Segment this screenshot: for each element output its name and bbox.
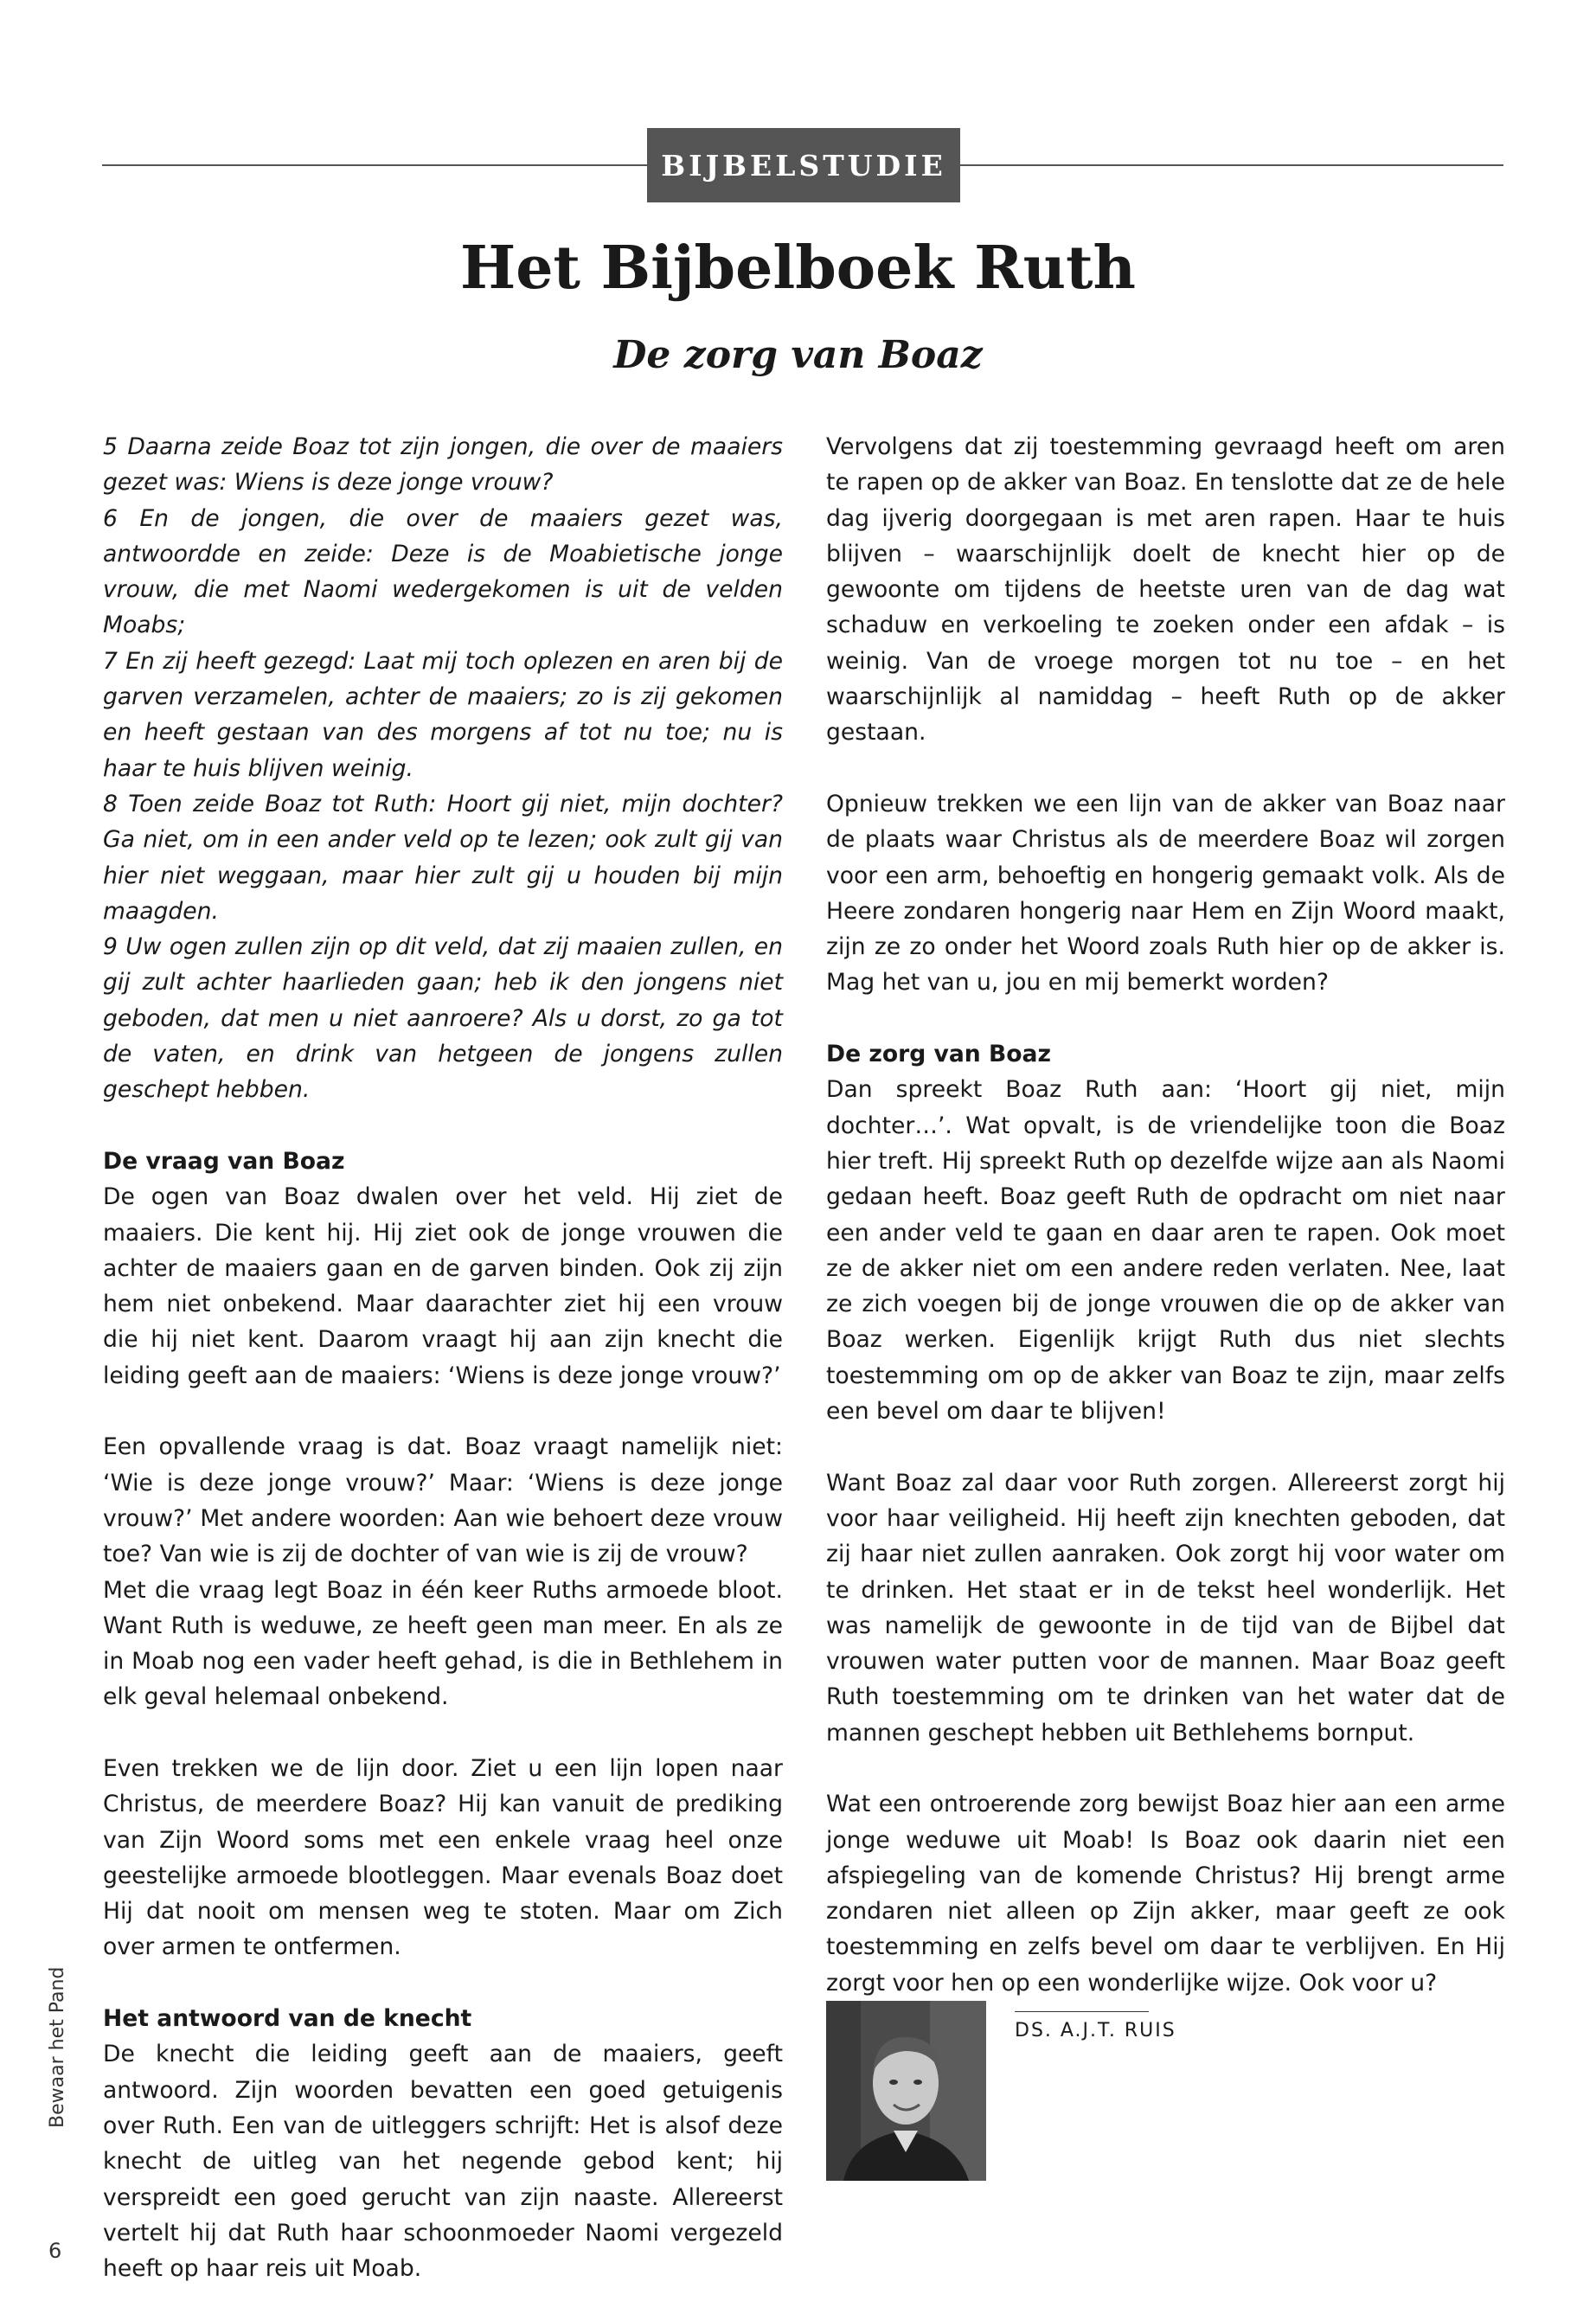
author-name: DS. A.J.T. RUIS [1015, 2020, 1176, 2041]
section-heading: De vraag van Boaz [103, 1147, 345, 1175]
spacer [103, 1394, 783, 1429]
author-rule [1015, 2011, 1149, 2012]
spacer [103, 1715, 783, 1751]
header-rule-left [102, 164, 649, 166]
paragraph: Even trekken we de lijn door. Ziet u een lijn lopen naar Christus, de meerdere Boaz? Hij kan vanuit de prediking van Zijn Woord soms met een enkele vraag heel onze geestelijke armoede blootleggen. Maar evenals Boaz doet Hij dat nooit om mensen weg te stoten. Maar om Zich over armen te ontfermen. [103, 1754, 783, 1961]
paragraph: Dan spreekt Boaz Ruth aan: ‘Hoort gij niet, mijn dochter…’. Wat opvalt, is de vriendelijke toon die Boaz hier treft. Hij spreekt Ruth op dezelfde wijze aan als Naomi gedaan heeft. Boaz geeft Ruth de opdracht om niet naar een ander veld te gaan en daar aren te rapen. Ook moet ze de akker niet om een andere reden verlaten. Nee, laat ze zich voegen bij de jonge vrouwen die op de akker van Boaz werken. Eigenlijk krijgt Ruth dus niet slechts toestemming om op de akker van Boaz te zijn, maar zelfs een bevel om daar te blijven! [826, 1076, 1505, 1426]
paragraph: Vervolgens dat zij toestemming gevraagd heeft om aren te rapen op de akker van Boaz. En tenslotte dat ze de hele dag ijverig doorgegaan is met aren rapen. Haar te huis blijven – waarschijnlijk doelt de knecht hier op de gewoonte om tijdens de heetste uren van de dag wat schaduw en verkoeling te zoeken onder een afdak – is weinig. Van de vroege morgen tot nu toe – en het waarschijnlijk al namiddag – heeft Ruth op de akker gestaan. [826, 433, 1505, 747]
verse: 9 Uw ogen zullen zijn op dit veld, dat zij maaien zullen, en gij zult achter haarlieden gaan; heb ik den jongens niet geboden, dat men u niet aanroere? Als u dorst, zo ga tot de vaten, en drink van hetgeen de jongens zullen geschept hebben. [103, 933, 783, 1104]
paragraph: De knecht die leiding geeft aan de maaiers, geeft antwoord. Zijn woorden bevatten een goed getuigenis over Ruth. Een van de uitleggers schrijft: Het is alsof deze knecht de uitleg van het negende gebod kent; hij verspreidt een goed gerucht van zijn naaste. Allereerst vertelt hij dat Ruth haar schoonmoeder Naomi vergezeld heeft op haar reis uit Moab. [103, 2041, 783, 2283]
paragraph: Want Boaz zal daar voor Ruth zorgen. Allereerst zorgt hij voor haar veiligheid. Hij heeft zijn knechten geboden, dat zij haar niet zullen aanraken. Ook zorgt hij voor water om te drinken. Het staat er in de tekst heel wonderlijk. Het was namelijk de gewoonte in de tijd van de Bijbel dat vrouwen water putten voor de mannen. Maar Boaz geeft Ruth toestemming om te drinken van het water dat de mannen geschept hebben uit Bethlehems bornput. [826, 1469, 1505, 1747]
verse: 7 En zij heeft gezegd: Laat mij toch oplezen en aren bij de garven verzamelen, achter de maaiers; zo is zij gekomen en heeft gestaan van des morgens af tot nu toe; nu is haar te huis blijven weinig. [103, 647, 783, 782]
verse: 6 En de jongen, die over de maaiers gezet was, antwoordde en zeide: Deze is de Moabietische jonge vrouw, die met Naomi wedergekomen is uit de velden Moabs; [103, 504, 783, 639]
paragraph: Opnieuw trekken we een lijn van de akker van Boaz naar de plaats waar Christus als de meerdere Boaz wil zorgen voor een arm, behoeftig en hongerig gemaakt volk. Als de Heere zondaren hongerig naar Hem en Zijn Woord maakt, zijn ze zo onder het Woord zoals Ruth hier op de akker is. Mag het van u, jou en mij bemerkt worden? [826, 790, 1505, 997]
spacer [826, 1751, 1505, 1786]
verse: 8 Toen zeide Boaz tot Ruth: Hoort gij niet, mijn dochter? Ga niet, om in een ander veld op te lezen; ook zult gij van hier niet weggaan, maar hier zult gij u houden bij mijn maagden. [103, 790, 783, 925]
verse: 5 Daarna zeide Boaz tot zijn jongen, die over de maaiers gezet was: Wiens is deze jonge vrouw? [103, 433, 783, 497]
publication-name: Bewaar het Pand [47, 1966, 68, 2128]
section-heading: Het antwoord van de knecht [103, 2005, 472, 2033]
section-tag: BIJBELSTUDIE [647, 128, 960, 202]
paragraph: Wat een ontroerende zorg bewijst Boaz hier aan een arme jonge weduwe uit Moab! Is Boaz ook daarin niet een afspiegeling van de komende Christus? Hij brengt arme zondaren niet alleen op Zijn akker, maar geeft ze ook toestemming en zelfs bevel om daar te verblijven. En Hij zorgt voor hen op een wonderlijke wijze. Ook voor u? [826, 1791, 1505, 1997]
spacer [826, 751, 1505, 786]
author-photo [826, 2001, 986, 2181]
spacer [103, 1108, 783, 1144]
left-column [103, 429, 783, 2286]
author-block [826, 2001, 1505, 2182]
right-column [826, 429, 1505, 2001]
spacer [826, 1429, 1505, 1465]
article-subtitle: De zorg van Boaz [613, 333, 983, 377]
page-number: 6 [48, 2239, 62, 2263]
paragraph: Een opvallende vraag is dat. Boaz vraagt namelijk niet: ‘Wie is deze jonge vrouw?’ Maar: ‘Wiens is deze jonge vrouw?’ Met andere woorden: Aan wie behoert deze vrouw toe? Van wie is zij de dochter of van wie is zij de vrouw? [103, 1433, 783, 1568]
spacer [103, 1965, 783, 2001]
header-rule-right [958, 164, 1503, 166]
paragraph: De ogen van Boaz dwalen over het veld. Hij ziet de maaiers. Die kent hij. Hij ziet ook de jonge vrouwen die achter de maaiers gaan en de garven binden. Ook zij zijn hem niet onbekend. Maar daarachter ziet hij een vrouw die hij niet kent. Daarom vraagt hij aan zijn knecht die leiding geeft aan de maaiers: ‘Wiens is deze jonge vrouw?’ [103, 1183, 783, 1389]
article-title: Het Bijbelboek Ruth [460, 234, 1136, 303]
spacer [826, 1001, 1505, 1036]
paragraph: Met die vraag legt Boaz in één keer Ruths armoede bloot. Want Ruth is weduwe, ze heeft geen man meer. En als ze in Moab nog een vader heeft gehad, is die in Bethlehem in elk geval helemaal onbekend. [103, 1576, 783, 1711]
section-heading: De zorg van Boaz [826, 1041, 1051, 1068]
